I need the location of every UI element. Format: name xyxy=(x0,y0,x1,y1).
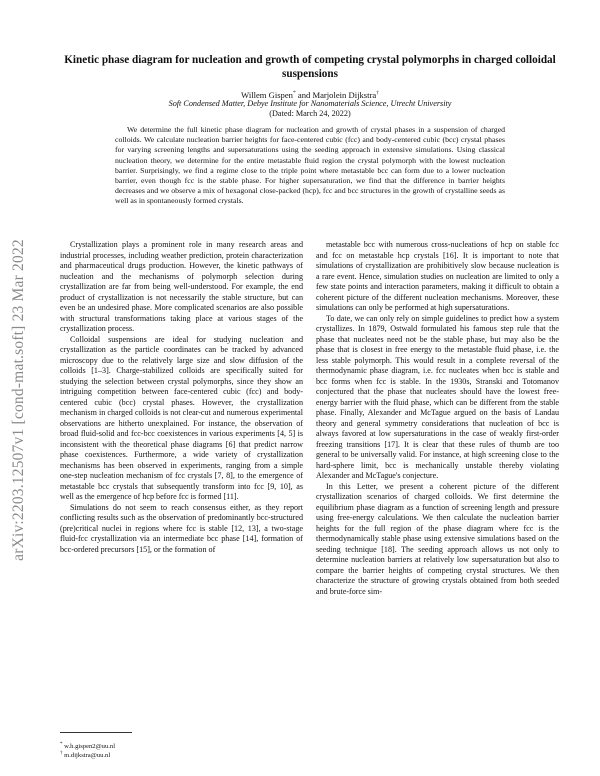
affiliation: Soft Condensed Matter, Debye Institute for Nanomaterials Science, Utrecht University xyxy=(168,99,452,108)
footnote-author-2 xyxy=(60,750,110,760)
footnote-mark: † xyxy=(60,751,63,756)
arxiv-stamp-text: arXiv:2203.12507v1 [cond-mat.soft] 23 Mar 2022 xyxy=(10,239,28,561)
body-paragraph: Crystallization plays a prominent role in many research areas and industrial processes, including weather prediction, protein characterization and pharmaceutical drugs production. However, the kinetic pathways of nucleation and the mechanisms of polymorph selection during crystallization are far from being well-understood. For example, the end product of crystallization is not necessarily the stable structure, but can even be an undesired phase. More complicated scenarios are also possible with structural transformations taking place at various stages of the crystallization process. xyxy=(60,240,303,333)
body-paragraph: Colloidal suspensions are ideal for studying nucleation and crystallization as the particle coordinates can be tracked by advanced microscopy due to the relatively large size and slow diffusion of the colloids [1–3]. Charge-stabilized colloids are specifically suited for studying the selection between crystal polymorphs, since they show an intriguing competition between face-centered cubic (fcc) and body-centered cubic (bcc) crystal phases. However, the crystallization mechanism in charged colloids is not clear-cut and numerous experimental observations are hitherto unexplained. For instance, the observation of broad fluid-solid and fcc-bcc coexistences in various experiments [4, 5] is inconsistent with the theoretical phase diagrams [6] that predict narrow phase coexistences. Furthermore, a wide variety of crystallization mechanisms has been observed in experiments, ranging from a simple one-step nucleation mechanism of fcc crystals [7, 8], to the emergence of metastable bcc crystals that subsequently transform into fcc [9, 10], as well as the emergence of hcp before fcc is formed [11]. xyxy=(60,334,303,501)
body-column-right xyxy=(316,240,559,597)
paper-title: Kinetic phase diagram for nucleation and growth of competing crystal polymorphs in charged colloidal suspensions xyxy=(64,54,556,80)
abstract: We determine the full kinetic phase diagram for nucleation and growth of crystal phases in a suspension of charged colloids. We calculate nucleation barrier heights for face-centered cubic (fcc) and body-centered cubic (bcc) crystal phases for varying screening lengths and supersaturations using the seeding approach in extensive simulations. Using classical nucleation theory, we determine for the entire metastable fluid region the crystal polymorph with the lowest nucleation barrier. Surprisingly, we find a regime close to the triple point where metastable bcc can form due to a lower nucleation barrier, even though fcc is the stable phase. For higher supersaturation, we find that the difference in barrier heights decreases and we observe a mix of hexagonal close-packed (hcp), fcc and bcc structures in the growth of crystalline seeds as well as in spontaneously formed crystals. xyxy=(115,125,505,206)
footnote-divider xyxy=(60,732,132,733)
arxiv-identifier-stamp xyxy=(2,120,36,680)
footnote-mark: * xyxy=(60,742,63,747)
date-line: (Dated: March 24, 2022) xyxy=(269,109,351,118)
author-1-name: Willem Gispen xyxy=(241,89,293,100)
email-author-2[interactable]: m.dijkstra@uu.nl xyxy=(64,752,111,760)
author-2-name: Marjolein Dijkstra xyxy=(312,89,377,100)
body-paragraph: To date, we can only rely on simple guidelines to predict how a system crystallizes. In 1879, Ostwald formulated his famous step rule that the phase that nucleates need not be the stable phase, but may also be the phase that is closest in free energy to the metastable fluid phase, i.e. the less stable polymorph. This would result in a complete reversal of the thermodynamic phase diagram, i.e. fcc nucleates when bcc is stable and bcc forms when fcc is stable. In the 1930s, Stranski and Totomanov conjectured that the phase that nucleates should have the lowest free-energy barrier with the fluid phase, which can be different from the stable phase. Finally, Alexander and McTague argued on the basis of Landau theory and general symmetry considerations that nucleation of bcc is always favored at low supersaturations in the case of weakly first-order freezing transitions [17]. It is clear that these rules of thumb are too general to be universally valid. For instance, at high screening close to the hard-sphere limit, bcc is mechanically unstable thereby violating Alexander and McTague's conjecture. xyxy=(316,313,559,480)
body-column-left xyxy=(60,240,303,555)
body-paragraph: metastable bcc with numerous cross-nucleations of hcp on stable fcc and fcc on metastable hcp crystals [16]. It is important to note that simulations of crystallization are prohibitively slow because nucleation is a rare event. Hence, simulation studies on nucleation are limited to only a few state points and interaction parameters, making it difficult to obtain a coherent picture of the different nucleation mechanisms. Moreover, these simulations can only be performed at high supersaturations. xyxy=(316,240,559,312)
author-separator: and xyxy=(295,89,313,100)
author-2-footnote-mark: † xyxy=(376,90,379,96)
author-1-footnote-mark: * xyxy=(292,90,296,96)
body-paragraph: In this Letter, we present a coherent picture of the different crystallization scenarios of charged colloids. We first determine the equilibrium phase diagram as a function of screening length and pressure using free-energy calculations. We then calculate the nucleation barrier heights for the full region of the phase diagram where fcc is the thermodynamically stable phase using extensive simulations based on the seeding technique [18]. The seeding approach allows us not only to determine nucleation barriers at relatively low supersaturation but also to compare the barrier heights of competing crystal structures. We then characterize the structure of growing crystals obtained from both seeded and brute-force sim- xyxy=(316,481,559,596)
body-paragraph: Simulations do not seem to reach consensus either, as they report conflicting results such as the observation of predominantly bcc-structured (pre)critical nuclei in regions where fcc is stable [12, 13], a two-stage fluid-fcc crystallization via an intermediate bcc phase [14], formation of bcc-ordered precursors [15], or the formation of xyxy=(60,502,303,554)
email-author-1[interactable]: w.h.gispen2@uu.nl xyxy=(64,743,116,751)
